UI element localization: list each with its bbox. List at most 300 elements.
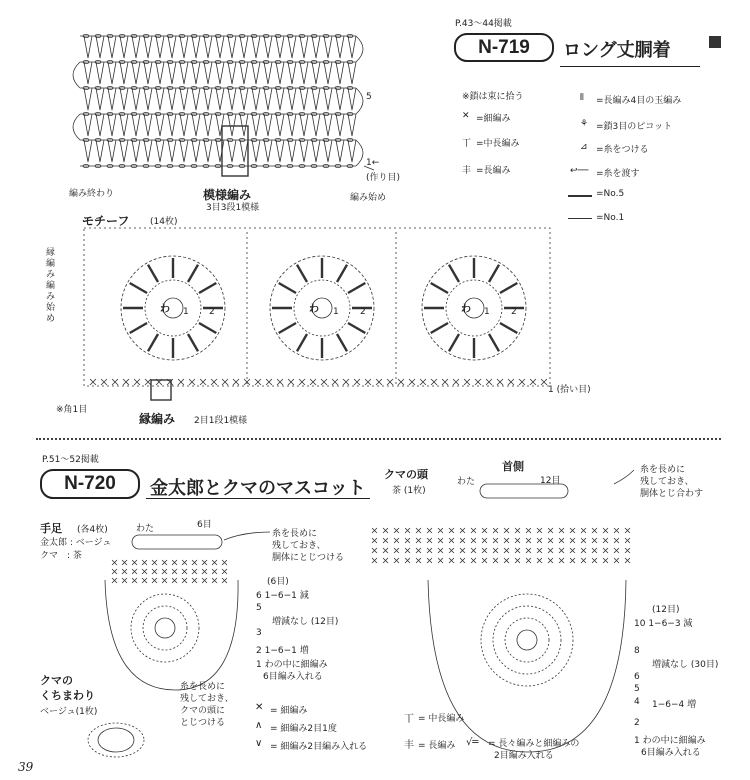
muzzle-note-2: 残しておき、 [180,694,234,704]
head-sc-mark [614,528,619,533]
stitch-mark [348,140,356,162]
motif-3-round2: 2 [511,307,517,317]
pickup-label: 1 (拾い目) [548,385,591,395]
limb-sc-mark [122,578,127,583]
edge-sc-mark [409,379,415,385]
stitch-start-label: 編み始め [350,193,387,203]
stitch-mark [312,114,320,136]
turn-left [73,62,80,88]
limbs-r5: 5 [256,603,262,613]
limb-opening [132,535,222,549]
stitch-mark [300,114,308,136]
head-sc-mark [592,528,597,533]
stitch-mark [96,114,104,136]
edge-sc-mark [475,379,481,385]
limb-sc-mark [142,569,147,574]
stitch-pattern-sub: 3目3段1模様 [206,203,260,213]
head-round [481,594,573,686]
puff-stitch-mark [489,265,499,282]
head-sc-mark [625,558,630,563]
stitch-mark [168,88,176,110]
legend-puff: =長編み4目の玉編み [596,96,682,106]
limb-sc-mark [132,578,137,583]
legend-sc: =細編み [476,114,511,124]
edge-sc-mark [189,379,195,385]
head-sc-mark [471,558,476,563]
edge-sc-mark [244,379,250,385]
limb-sc-mark [182,560,187,565]
limb-sc-mark [132,569,137,574]
stitch-mark [264,62,272,84]
puff-stitch-mark [348,283,365,293]
edge-sub: 2目1段1模様 [194,416,248,426]
head-sc-mark [416,538,421,543]
edge-sc-mark [420,379,426,385]
head-sc-mark [570,528,575,533]
edge-sc-mark [398,379,404,385]
motif-3-center: わ [461,304,471,315]
stitch-mark [240,36,248,58]
head-sc-mark [537,528,542,533]
limb-sc-mark [202,560,207,565]
head-neck-label: 首側 [502,460,524,473]
edge-label: 縁編み [139,412,176,426]
stitch-mark [156,140,164,162]
turn-right [356,140,363,166]
puff-stitch-mark [297,265,307,282]
n719-title: ロング丈胴着 [563,40,671,61]
legend-dc: =長編み [476,166,511,176]
stitch-mark [336,140,344,162]
stitch-mark [228,114,236,136]
edge-sc-mark [145,379,151,385]
limb-ring [155,618,175,638]
head-sc-mark [394,558,399,563]
motif-2-center: わ [309,304,319,315]
stitch-mark [324,114,332,136]
n719-badge: N-719 [454,33,554,62]
limbs-wata: わた [136,524,155,534]
legend-attach-symbol-icon: ⊿ [580,142,588,152]
head-sc-mark [427,548,432,553]
puff-stitch-mark [500,283,517,293]
limb-sc-mark [162,578,167,583]
head-sc-mark [515,558,520,563]
stitch-mark [336,36,344,58]
limb-sc-mark [192,569,197,574]
head-r12: (12目) [652,605,680,615]
head-sc-mark [504,538,509,543]
limb-round-1 [143,606,187,650]
limb-sc-mark [162,560,167,565]
stitch-mark [132,88,140,110]
head-sc-mark [438,548,443,553]
puff-stitch-mark [199,323,216,333]
head-sc-mark [581,538,586,543]
stitch-mark [276,140,284,162]
stitch-mark [276,36,284,58]
puff-stitch-mark [431,323,448,333]
stitch-mark [192,140,200,162]
stitch-mark [132,62,140,84]
head-sc-mark [394,548,399,553]
stitch-mark [312,36,320,58]
head-sc-mark [482,558,487,563]
stitch-mark [120,36,128,58]
puff-stitch-mark [489,334,499,351]
head-sc-mark [372,558,377,563]
head-sc-mark [570,548,575,553]
stitch-mark [216,88,224,110]
head-sc-mark [493,528,498,533]
n720-legend-dc: = 長編み [418,741,456,751]
stitch-mark [252,140,260,162]
stitch-mark [276,62,284,84]
edge-sc-mark [112,379,118,385]
legend-note: ※鎖は束に拾う [462,92,524,102]
stitch-mark [216,114,224,136]
legend-dc-symbol-icon: 丰 [462,166,472,176]
puff-stitch-mark [199,283,216,293]
stitch-mark [300,62,308,84]
stitch-mark [252,114,260,136]
row-5-label: 5 [366,92,372,102]
stitch-mark [192,62,200,84]
stitch-mark [240,88,248,110]
turn-right [356,88,363,114]
head-sc-mark [526,558,531,563]
legend-puff-symbol-icon: ⫴ [580,93,584,103]
stitch-mark [108,140,116,162]
stitch-mark [144,140,152,162]
head-sc-mark [460,558,465,563]
stitch-mark [120,114,128,136]
head-sc-mark [449,538,454,543]
edge-sc-mark [442,379,448,385]
limb-sc-mark [172,560,177,565]
puff-stitch-mark [348,323,365,333]
stitch-mark [264,36,272,58]
head-r6: 6 [634,672,640,682]
limb-sc-mark [172,569,177,574]
edge-sc-mark [288,379,294,385]
stitch-mark [120,88,128,110]
muzzle-color: ベージュ(1枚) [40,707,98,717]
n720-legend-inc-icon: ∨ [255,738,263,749]
head-sc-mark [559,548,564,553]
stitch-mark [288,36,296,58]
puff-stitch-mark [337,265,347,282]
stitch-mark [336,114,344,136]
head-sc-mark [625,538,630,543]
head-sc-mark [603,538,608,543]
head-sc-mark [460,528,465,533]
stitch-mark [288,140,296,162]
head-sc-mark [559,528,564,533]
edge-sc-mark [255,379,261,385]
head-sc-mark [581,528,586,533]
head-round [493,606,561,674]
limb-sc-mark [202,578,207,583]
head-sc-mark [449,558,454,563]
limb-note-arrow-icon [224,532,270,540]
head-sc-mark [383,548,388,553]
stitch-mark [336,88,344,110]
stitch-mark [108,36,116,58]
stitch-mark [108,114,116,136]
head-sc-mark [372,538,377,543]
head-outline [428,580,626,752]
edge-sc-mark [354,379,360,385]
stitch-mark [156,36,164,58]
head-r1a: 1 わの中に細編み [634,736,706,746]
stitch-mark [96,140,104,162]
stitch-mark [240,62,248,84]
legend-no1: =No.1 [596,213,625,223]
stitch-mark [156,88,164,110]
legend-no5-line-icon [568,195,592,197]
limb-sc-mark [212,560,217,565]
head-sc-mark [526,548,531,553]
stitch-mark [312,140,320,162]
stitch-mark [168,36,176,58]
section-divider [36,438,721,440]
legend-no5: =No.5 [596,189,625,199]
puff-stitch-mark [500,323,517,333]
puff-stitch-mark [148,334,158,351]
puff-stitch-mark [130,323,147,333]
motif-round-1 [446,280,502,336]
head-note-1: 糸を長めに [640,465,686,475]
stitch-mark [348,62,356,84]
stitch-mark [324,36,332,58]
legend-cross: =糸を渡す [596,169,640,179]
stitch-mark [84,88,92,110]
muzzle-ring [98,728,134,752]
puff-stitch-mark [279,283,296,293]
motif-1-center: わ [160,304,170,315]
stitch-mark [192,88,200,110]
edge-sc-mark [200,379,206,385]
stitch-mark [132,140,140,162]
head-sc-mark [493,548,498,553]
stitch-mark [348,88,356,110]
limbs-r1b: 6目編み入れる [263,672,323,682]
stitch-mark [216,36,224,58]
muzzle-title-2: くちまわり [40,689,95,702]
limbs-sts: 6目 [197,520,212,530]
motif-1-round1: 1 [183,307,189,317]
puff-stitch-mark [279,323,296,333]
stitch-mark [192,114,200,136]
stitch-mark [168,114,176,136]
edge-sc-mark [387,379,393,385]
limb-sc-mark [182,569,187,574]
stitch-mark [144,88,152,110]
stitch-mark [252,36,260,58]
limb-sc-mark [192,578,197,583]
legend-cross-symbol-icon: ↩── [570,166,589,176]
head-sc-mark [504,558,509,563]
limb-sc-mark [112,578,117,583]
edge-sc-mark [365,379,371,385]
head-sc-mark [372,528,377,533]
head-sc-mark [548,538,553,543]
stitch-mark [288,88,296,110]
edge-sc-mark [310,379,316,385]
stitch-mark [120,62,128,84]
stitch-mark [252,88,260,110]
stitch-mark [108,88,116,110]
head-sc-mark [471,548,476,553]
stitch-mark [168,62,176,84]
stitch-mark [288,62,296,84]
stitch-mark [288,114,296,136]
muzzle-note-3: クマの頭に [180,706,226,716]
head-sc-mark [493,538,498,543]
head-sc-mark [460,538,465,543]
head-sc-mark [460,548,465,553]
head-sc-mark [548,548,553,553]
row-1-label: 1← [366,158,380,168]
border-start-label: 縁編み編み始め [46,248,56,324]
head-r5: 5 [634,684,640,694]
stitch-pattern-grid [73,34,374,176]
puff-stitch-mark [148,265,158,282]
head-sc-mark [548,528,553,533]
head-sc-mark [482,548,487,553]
stitch-mark [180,140,188,162]
limbs-color-1: 金太郎 : ベージュ [40,538,112,548]
muzzle-title-1: クマの [40,674,73,687]
limb-outline [105,580,238,690]
row-1-sub: (作り目) [366,173,401,183]
limb-sc-mark [172,578,177,583]
stitch-mark [156,114,164,136]
head-sc-mark [526,528,531,533]
head-sc-mark [394,538,399,543]
head-sc-mark [449,548,454,553]
n719-page-ref: P.43～44掲載 [455,19,512,29]
head-sc-mark [614,558,619,563]
head-sc-mark [416,558,421,563]
n720-legend-sc-icon: ✕ [255,702,264,713]
head-sc-mark [603,528,608,533]
muzzle-note-1: 糸を長めに [180,682,226,692]
head-sc-mark [515,528,520,533]
turn-right [356,36,363,62]
edge-sc-mark [486,379,492,385]
head-note-arrow-icon [614,470,634,484]
head-sc-mark [493,558,498,563]
n720-legend-hdc: = 中長編み [418,714,465,724]
stitch-mark [192,36,200,58]
head-sc-mark [504,528,509,533]
legend-hdc: =中長編み [476,139,520,149]
limb-sc-mark [152,560,157,565]
legend-sc-symbol-icon: ✕ [462,111,470,121]
edge-sc-mark [134,379,140,385]
n720-legend-sc: = 細編み [270,706,308,716]
head-sc-mark [504,548,509,553]
stitch-mark [276,88,284,110]
head-sc-mark [372,548,377,553]
stitch-mark [264,88,272,110]
head-ring [517,630,537,650]
n720-legend-dec-icon: ∧ [255,720,263,731]
corner-note: ※角1目 [56,405,88,415]
edge-sc-mark [530,379,536,385]
head-opening [480,484,568,498]
head-r8: 8 [634,646,640,656]
stitch-mark [228,62,236,84]
stitch-mark [240,140,248,162]
edge-sc-mark [101,379,107,385]
head-sc-mark [471,538,476,543]
stitch-mark [300,88,308,110]
head-sc-mark [537,538,542,543]
limb-sc-mark [222,578,227,583]
limb-sc-mark [152,569,157,574]
stitch-mark [204,114,212,136]
puff-stitch-mark [130,283,147,293]
head-sc-mark [559,538,564,543]
stitch-mark [348,114,356,136]
turn-left [73,114,80,140]
head-sc-mark [581,548,586,553]
stitch-mark [144,36,152,58]
limb-round-2 [131,594,199,662]
edge-sc-mark [123,379,129,385]
limbs-color-2: クマ : 茶 [40,551,82,561]
edge-sc-mark [211,379,217,385]
puff-stitch-mark [297,334,307,351]
edge-sc-mark [431,379,437,385]
page-number: 39 [18,760,34,774]
head-sc-mark [592,538,597,543]
n720-legend-tr2: 2目編み入れる [494,751,554,761]
legend-no1-line-icon [568,218,592,219]
head-sc-mark [625,548,630,553]
head-note-2: 残しておき、 [640,477,694,487]
stitch-mark [348,36,356,58]
stitch-mark [96,88,104,110]
head-sc-mark [383,528,388,533]
head-r4: 4 [634,697,640,707]
stitch-mark [300,36,308,58]
limb-sc-mark [212,569,217,574]
stitch-mark [168,140,176,162]
head-wata: わた [457,477,476,487]
n720-title: 金太郎とクマのマスコット [150,478,366,499]
edge-sc-mark [90,379,96,385]
n720-legend-inc: = 細編み2目編み入れる [270,742,368,752]
muzzle-note-4: とじつける [180,718,226,728]
edge-sc-mark [508,379,514,385]
head-sc-mark [614,548,619,553]
stitch-mark [324,140,332,162]
puff-stitch-mark [337,334,347,351]
limb-sc-mark [212,578,217,583]
stitch-mark [300,140,308,162]
puff-stitch-mark [188,334,198,351]
stitch-pattern-label: 模様編み [203,188,252,202]
head-sc-mark [405,538,410,543]
puff-stitch-mark [431,283,448,293]
limb-sc-mark [132,560,137,565]
limb-sc-mark [162,569,167,574]
stitch-mark [204,36,212,58]
